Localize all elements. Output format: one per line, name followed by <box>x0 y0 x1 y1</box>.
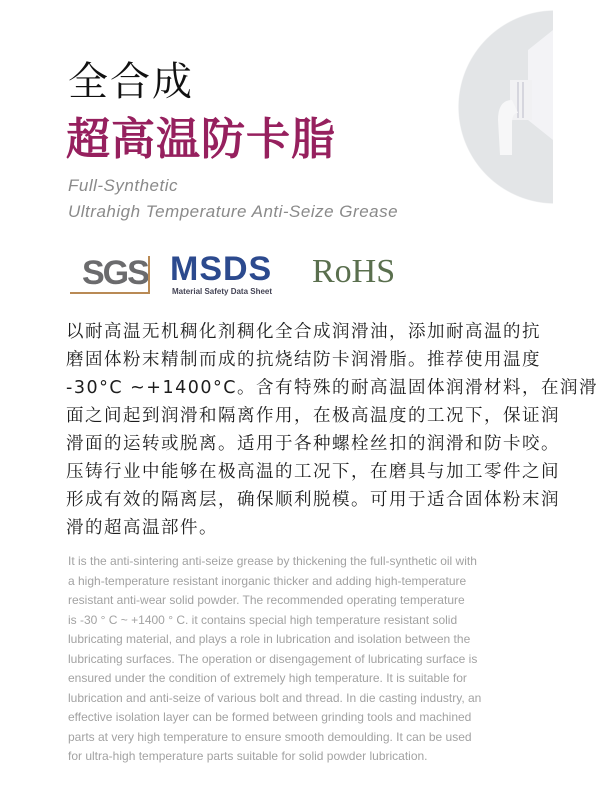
text-line: 滑的超高温部件。 <box>66 518 218 538</box>
text-line: effective isolation layer can be formed between grinding tools and machined <box>68 710 472 724</box>
rohs-logo: RoHS <box>312 253 396 290</box>
msds-logo-text: MSDS <box>170 250 273 288</box>
text-line: It is the anti-sintering anti-seize grease by thickening the full-synthetic oil with <box>68 554 477 568</box>
text-line: ensured under the condition of extremely high temperature. It is suitable for <box>68 671 467 685</box>
sgs-logo-text: SGS <box>82 254 148 292</box>
product-tube-nozzle-image <box>498 10 553 160</box>
text-line: lubricating material, and plays a role in lubrication and isolation between the <box>68 632 471 646</box>
title-line-1: 全合成 <box>68 59 194 105</box>
text-line: is -30 ° C ~ +1400 ° C. it contains special high temperature resistant solid <box>68 612 458 627</box>
description-chinese <box>66 318 598 542</box>
text-line: parts at very high temperature to ensure smooth demoulding. It can be used <box>68 729 472 744</box>
text-line: 磨固体粉末精制而成的抗烧结防卡润滑脂。推荐使用温度 <box>66 350 541 370</box>
text-line: 压铸行业中能够在极高温的工况下，在磨具与加工零件之间 <box>66 462 560 482</box>
sgs-logo <box>70 252 152 296</box>
text-line: lubrication and anti-seize of various bolt and thread. In die casting industry, an <box>68 690 482 705</box>
subtitle-line-2: Ultrahigh Temperature Anti-Seize Grease <box>68 202 399 221</box>
subtitle-line-1: Full-Synthetic <box>68 176 178 195</box>
text-line: 滑面的运转或脱离。适用于各种螺栓丝扣的润滑和防卡咬。 <box>66 434 560 454</box>
text-line: 形成有效的隔离层，确保顺利脱模。可用于适合固体粉末润 <box>66 490 560 510</box>
msds-logo-subtext: Material Safety Data Sheet <box>172 287 273 296</box>
sgs-logo-underline <box>70 292 150 294</box>
text-line: -30°C ~+1400°C。含有特殊的耐高温固体润滑材料，在润滑 <box>66 378 598 398</box>
description-english <box>68 552 548 767</box>
msds-logo <box>170 252 272 296</box>
text-line: for ultra-high temperature parts suitable for solid powder lubrication. <box>68 749 428 763</box>
text-line: a high-temperature resistant inorganic thicker and adding high-temperature <box>68 573 467 588</box>
text-line: lubricating surfaces. The operation or disengagement of lubricating surface is <box>68 651 478 666</box>
text-line: 以耐高温无机稠化剂稠化全合成润滑油，添加耐高温的抗 <box>66 322 541 342</box>
title-line-2: 超高温防卡脂 <box>66 114 336 165</box>
sgs-logo-rule <box>148 256 150 294</box>
text-line: resistant anti-wear solid powder. The recommended operating temperature <box>68 593 465 607</box>
text-line: 面之间起到润滑和隔离作用，在极高温度的工况下，保证润 <box>66 406 560 426</box>
